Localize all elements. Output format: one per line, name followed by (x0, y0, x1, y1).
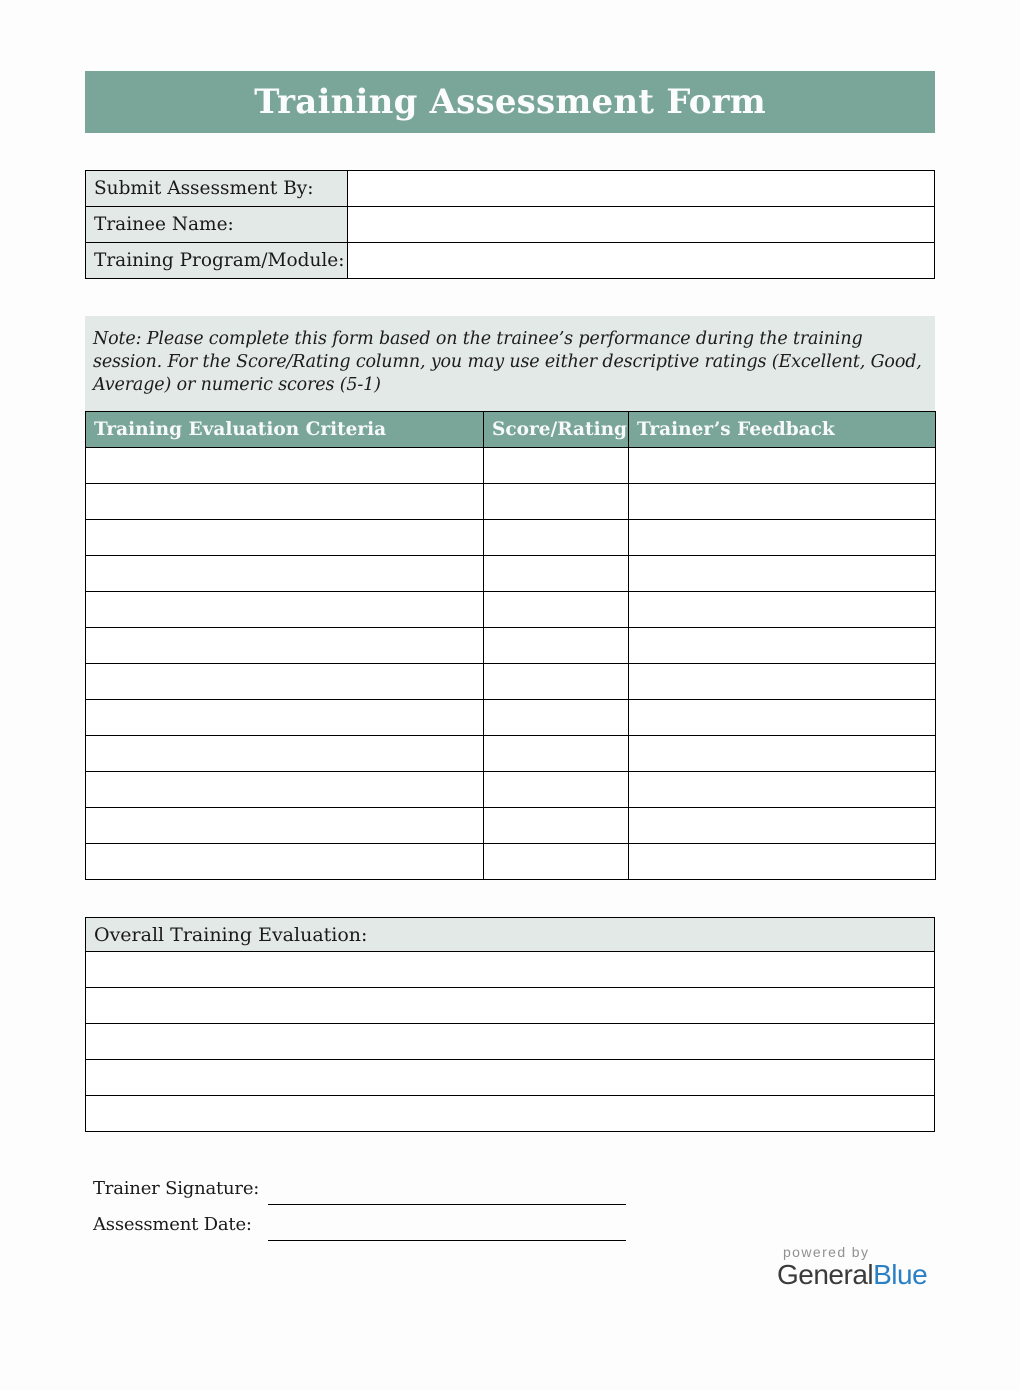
brand-name-general: General (777, 1259, 874, 1291)
trainer-signature-label: Trainer Signature: (93, 1178, 260, 1199)
table-row (86, 772, 936, 808)
table-header-row (86, 412, 936, 448)
column-header-trainer-feedback: Trainer’s Feedback (629, 412, 936, 448)
overall-evaluation-table (85, 917, 935, 1132)
page-title: Training Assessment Form (254, 82, 766, 122)
trainer-signature-row (93, 1169, 935, 1205)
table-row (86, 808, 936, 844)
empty-input-cell[interactable] (484, 484, 629, 520)
empty-input-cell[interactable] (629, 484, 936, 520)
table-row (86, 700, 936, 736)
empty-input-cell[interactable] (629, 592, 936, 628)
table-row (86, 171, 935, 207)
empty-input-cell[interactable] (86, 772, 484, 808)
empty-input-cell[interactable] (629, 736, 936, 772)
empty-input-cell[interactable] (86, 952, 935, 988)
empty-input-cell[interactable] (629, 520, 936, 556)
empty-input-cell[interactable] (86, 808, 484, 844)
table-row (86, 243, 935, 279)
submit-assessment-by-value-cell[interactable] (348, 171, 935, 207)
column-header-criteria: Training Evaluation Criteria (86, 412, 484, 448)
empty-input-cell[interactable] (484, 700, 629, 736)
training-program-value-cell[interactable] (348, 243, 935, 279)
empty-input-cell[interactable] (629, 664, 936, 700)
empty-input-cell[interactable] (629, 844, 936, 880)
table-row (86, 736, 936, 772)
empty-input-cell[interactable] (86, 700, 484, 736)
empty-input-cell[interactable] (484, 808, 629, 844)
empty-input-cell[interactable] (484, 772, 629, 808)
trainee-name-value-cell[interactable] (348, 207, 935, 243)
table-row (86, 1096, 935, 1132)
table-row (86, 484, 936, 520)
overall-evaluation-label: Overall Training Evaluation: (86, 918, 935, 952)
submission-info-table (85, 170, 935, 279)
powered-by-label: powered by (783, 1244, 870, 1260)
empty-input-cell[interactable] (86, 484, 484, 520)
evaluation-criteria-table (85, 411, 936, 880)
empty-input-cell[interactable] (484, 736, 629, 772)
table-row (86, 592, 936, 628)
empty-input-cell[interactable] (86, 556, 484, 592)
signature-section (93, 1169, 935, 1241)
assessment-date-line[interactable] (268, 1211, 626, 1241)
table-row (86, 1060, 935, 1096)
empty-input-cell[interactable] (629, 808, 936, 844)
empty-input-cell[interactable] (86, 592, 484, 628)
table-row (86, 556, 936, 592)
table-row (86, 844, 936, 880)
brand-name (777, 1259, 927, 1290)
overall-table-body (86, 952, 935, 1132)
empty-input-cell[interactable] (484, 556, 629, 592)
instructions-note: Note: Please complete this form based on the trainee’s performance during the training session. For the Score/Rating column, you may use either descriptive ratings (Excellent, Good, Average) or numeric scores (5-1) (85, 316, 935, 411)
empty-input-cell[interactable] (484, 628, 629, 664)
table-row (86, 520, 936, 556)
empty-input-cell[interactable] (86, 628, 484, 664)
empty-input-cell[interactable] (484, 592, 629, 628)
form-title-bar (85, 71, 935, 133)
empty-input-cell[interactable] (86, 844, 484, 880)
table-header-row (86, 918, 935, 952)
empty-input-cell[interactable] (484, 844, 629, 880)
table-row (86, 628, 936, 664)
column-header-score-rating: Score/Rating (484, 412, 629, 448)
empty-input-cell[interactable] (86, 520, 484, 556)
empty-input-cell[interactable] (484, 664, 629, 700)
empty-input-cell[interactable] (86, 664, 484, 700)
table-row (86, 664, 936, 700)
assessment-date-label: Assessment Date: (93, 1214, 252, 1235)
table-row (86, 448, 936, 484)
empty-input-cell[interactable] (86, 448, 484, 484)
empty-input-cell[interactable] (629, 772, 936, 808)
table-row (86, 1024, 935, 1060)
trainer-signature-line[interactable] (268, 1175, 626, 1205)
empty-input-cell[interactable] (86, 736, 484, 772)
brand-logo (777, 1245, 927, 1291)
assessment-date-row (93, 1205, 935, 1241)
empty-input-cell[interactable] (629, 628, 936, 664)
brand-name-blue: Blue (873, 1259, 928, 1291)
empty-input-cell[interactable] (86, 1060, 935, 1096)
table-row (86, 207, 935, 243)
empty-input-cell[interactable] (86, 1096, 935, 1132)
empty-input-cell[interactable] (86, 1024, 935, 1060)
empty-input-cell[interactable] (86, 988, 935, 1024)
training-program-label: Training Program/Module: (86, 243, 348, 279)
table-row (86, 952, 935, 988)
form-page (0, 71, 1020, 1391)
criteria-table-body (86, 448, 936, 880)
empty-input-cell[interactable] (629, 556, 936, 592)
submit-assessment-by-label: Submit Assessment By: (86, 171, 348, 207)
empty-input-cell[interactable] (629, 700, 936, 736)
empty-input-cell[interactable] (484, 448, 629, 484)
empty-input-cell[interactable] (629, 448, 936, 484)
empty-input-cell[interactable] (484, 520, 629, 556)
trainee-name-label: Trainee Name: (86, 207, 348, 243)
table-row (86, 988, 935, 1024)
